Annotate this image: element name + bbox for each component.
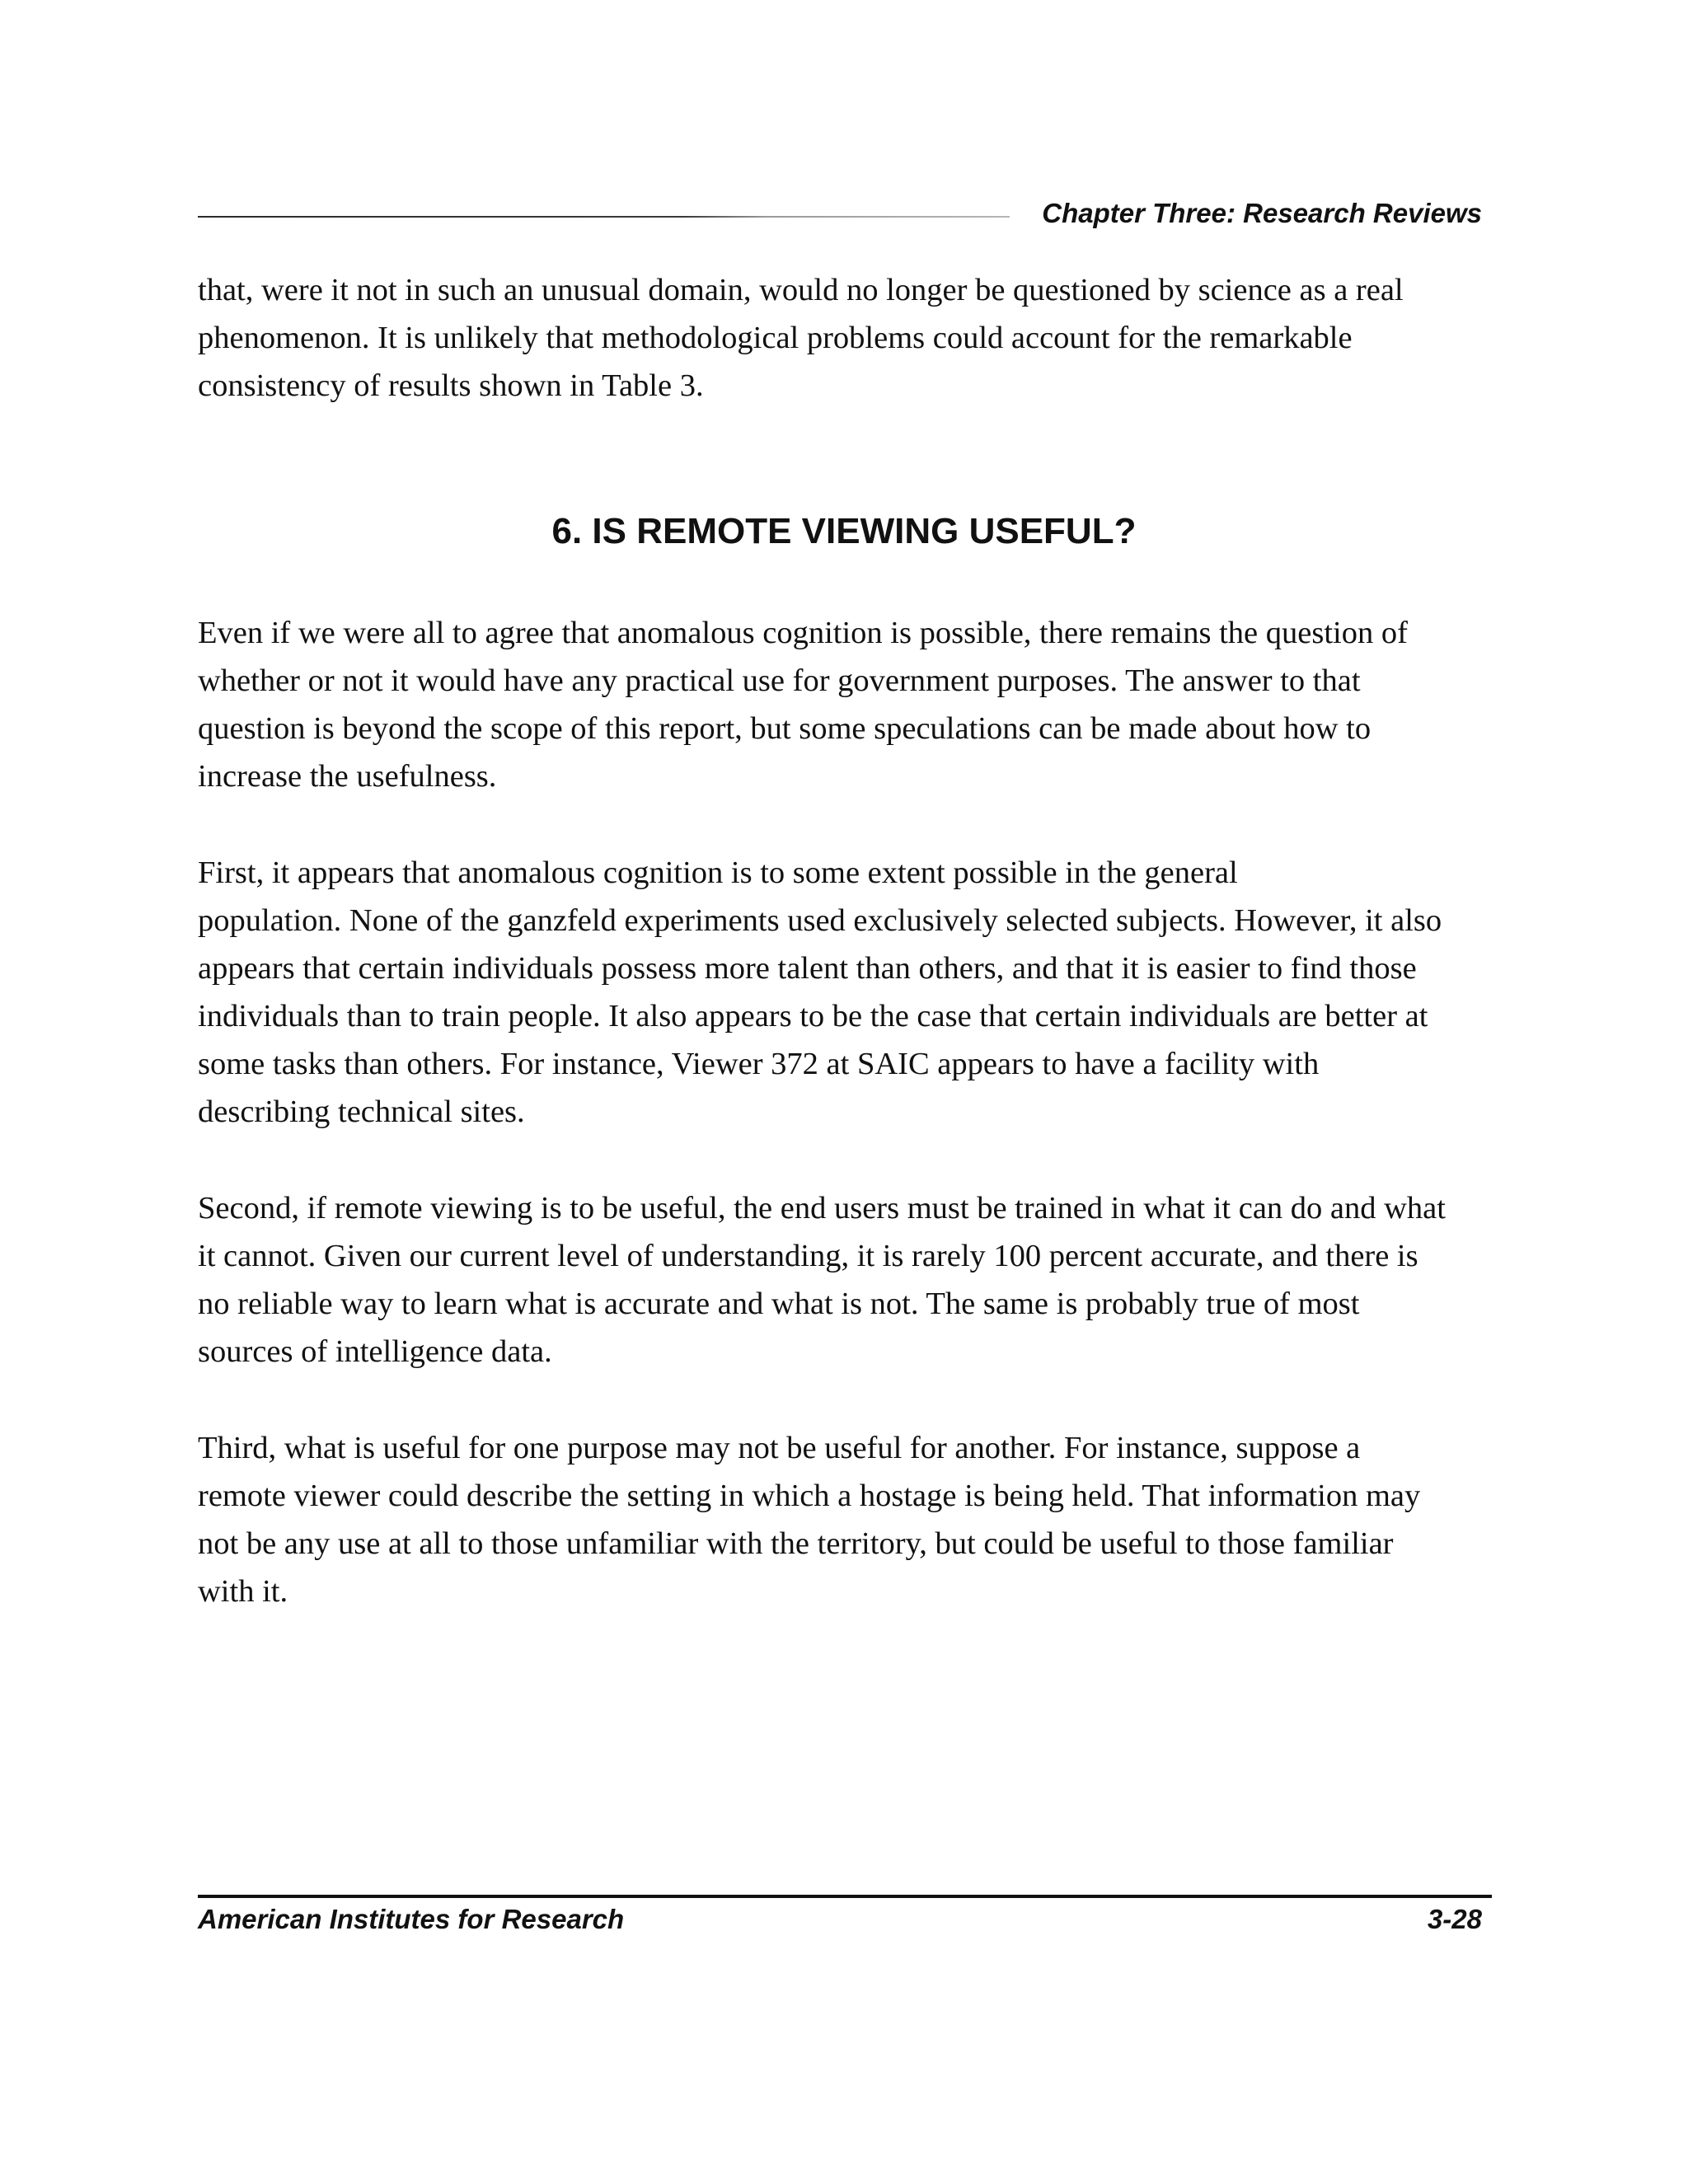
paragraph-line: some tasks than others. For instance, Viewer 372 at SAIC appears to have a facility with <box>198 1047 1320 1081</box>
paragraph-line: with it. <box>198 1574 288 1609</box>
paragraph-line: sources of intelligence data. <box>198 1334 552 1369</box>
running-header-chapter-title: Chapter Three: Research Reviews <box>1042 198 1482 228</box>
paragraph-line: question is beyond the scope of this report, but some speculations can be made about how to <box>198 711 1372 746</box>
paragraph-line: increase the usefulness. <box>198 759 497 794</box>
paragraph-4 <box>198 1424 1500 1615</box>
paragraph-line: describing technical sites. <box>198 1094 525 1129</box>
paragraph-line: First, it appears that anomalous cognition is to some extent possible in the general <box>198 855 1238 890</box>
paragraph-line: population. None of the ganzfeld experiments used exclusively selected subjects. However, it also <box>198 903 1442 938</box>
paragraph-line: it cannot. Given our current level of understanding, it is rarely 100 percent accurate, and there is <box>198 1239 1418 1273</box>
header-rule <box>198 216 1010 218</box>
paragraph-line: not be any use at all to those unfamiliar with the territory, but could be useful to those familiar <box>198 1526 1394 1561</box>
footer-organization: American Institutes for Research <box>198 1904 625 1934</box>
intro-line: consistency of results shown in Table 3. <box>198 368 704 403</box>
paragraph-line: Third, what is useful for one purpose may not be useful for another. For instance, suppose a <box>198 1431 1361 1465</box>
paragraph-line: no reliable way to learn what is accurate and what is not. The same is probably true of most <box>198 1286 1360 1321</box>
paragraph-3 <box>198 1184 1500 1376</box>
paragraph-line: appears that certain individuals possess more talent than others, and that it is easier to find those <box>198 951 1417 986</box>
intro-line: that, were it not in such an unusual domain, would no longer be questioned by science as a real <box>198 273 1404 307</box>
paragraph-line: whether or not it would have any practical use for government purposes. The answer to that <box>198 663 1361 698</box>
paragraph-line: remote viewer could describe the setting in which a hostage is being held. That information may <box>198 1479 1421 1513</box>
paragraph-2 <box>198 849 1500 1136</box>
paragraph-line: individuals than to train people. It also appears to be the case that certain individuals are better at <box>198 999 1428 1033</box>
section-heading: 6. IS REMOTE VIEWING USEFUL? <box>551 511 1137 551</box>
paragraph-1 <box>198 609 1500 800</box>
footer-page-number: 3-28 <box>1427 1904 1482 1934</box>
paragraph-line: Second, if remote viewing is to be useful, the end users must be trained in what it can do and what <box>198 1191 1446 1226</box>
footer-rule <box>198 1895 1492 1898</box>
paragraph-line: Even if we were all to agree that anomalous cognition is possible, there remains the question of <box>198 616 1408 650</box>
intro-paragraph <box>198 266 1500 410</box>
intro-line: phenomenon. It is unlikely that methodological problems could account for the remarkable <box>198 321 1353 355</box>
